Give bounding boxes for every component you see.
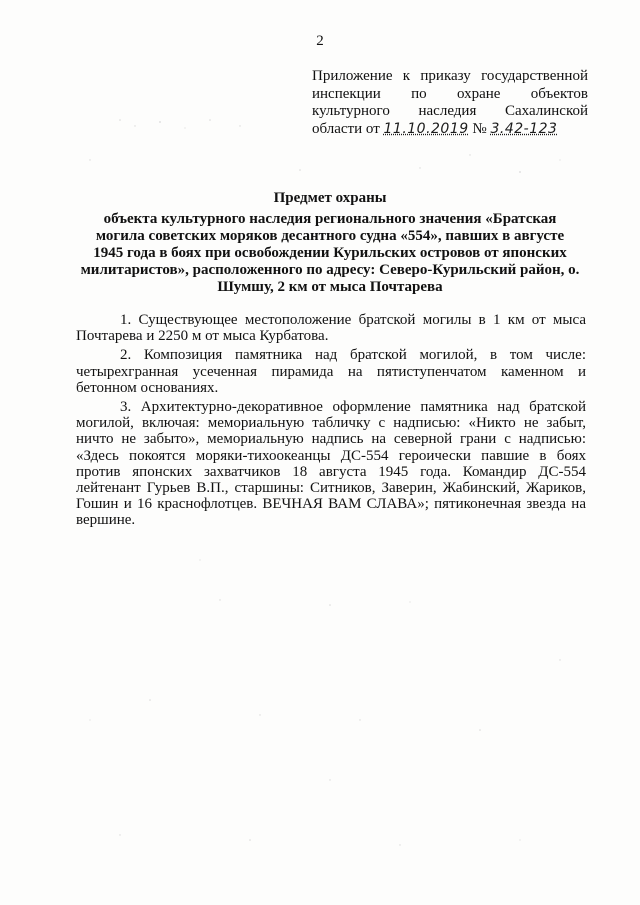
appendix-note — [312, 68, 588, 138]
heading-line: могила советских моряков десантного судна «554», павших в августе — [95, 228, 565, 244]
heading-line: 1945 года в боях при освобождении Курильских островов от японских — [93, 245, 567, 261]
page-number: 2 — [316, 33, 324, 49]
paragraph-composition: 2. Композиция памятника над братской могилой, в том числе: четырехгранная усеченная пирамида на пятиступенчатом каменном и бетонном основаниях. — [76, 347, 586, 396]
appendix-date-line — [312, 121, 588, 139]
paragraph-location: 1. Существующее местоположение братской могилы в 1 км от мыса Почтарева и 2250 м от мыса Курбатова. — [76, 312, 586, 345]
handwritten-number: 3.42-123 — [490, 120, 558, 137]
protection-subject-heading — [70, 190, 590, 296]
date-prefix: области от — [312, 120, 384, 137]
heading-line: Шумшу, 2 км от мыса Почтарева — [217, 279, 443, 295]
heading-title: Предмет охраны — [273, 190, 387, 206]
heading-line: милитаристов», расположенного по адресу: Северо-Курильский район, о. — [80, 262, 580, 278]
appendix-line: инспекции по охране объектов — [312, 85, 588, 102]
number-prefix: № — [468, 120, 491, 137]
heading-line: объекта культурного наследия регионального значения «Братская — [103, 211, 557, 227]
body-text — [76, 312, 586, 532]
appendix-line: культурного наследия Сахалинской — [312, 103, 588, 119]
handwritten-date: 11.10.2019 — [383, 120, 469, 137]
appendix-line: Приложение к приказу государственной — [312, 68, 588, 84]
paragraph-decoration: 3. Архитектурно-декоративное оформление памятника над братской могилой, включая: мемориальную табличку с надписью: «Никто не забыт, ничто не забыто», мемориальную надпись на северной грани с надписью: «Здесь покоятся моряки-тихоокеанцы ДС-554 героически павшие в боях против японских захватчиков 18 августа 1945 года. Командир ДС-554 лейтенант Гурьев В.П., старшины: Ситников, Заверин, Жабинский, Жариков, Гошин и 16 краснофлотцев. ВЕЧНАЯ ВАМ СЛАВА»; пятиконечная звезда на вершине. — [76, 399, 586, 529]
